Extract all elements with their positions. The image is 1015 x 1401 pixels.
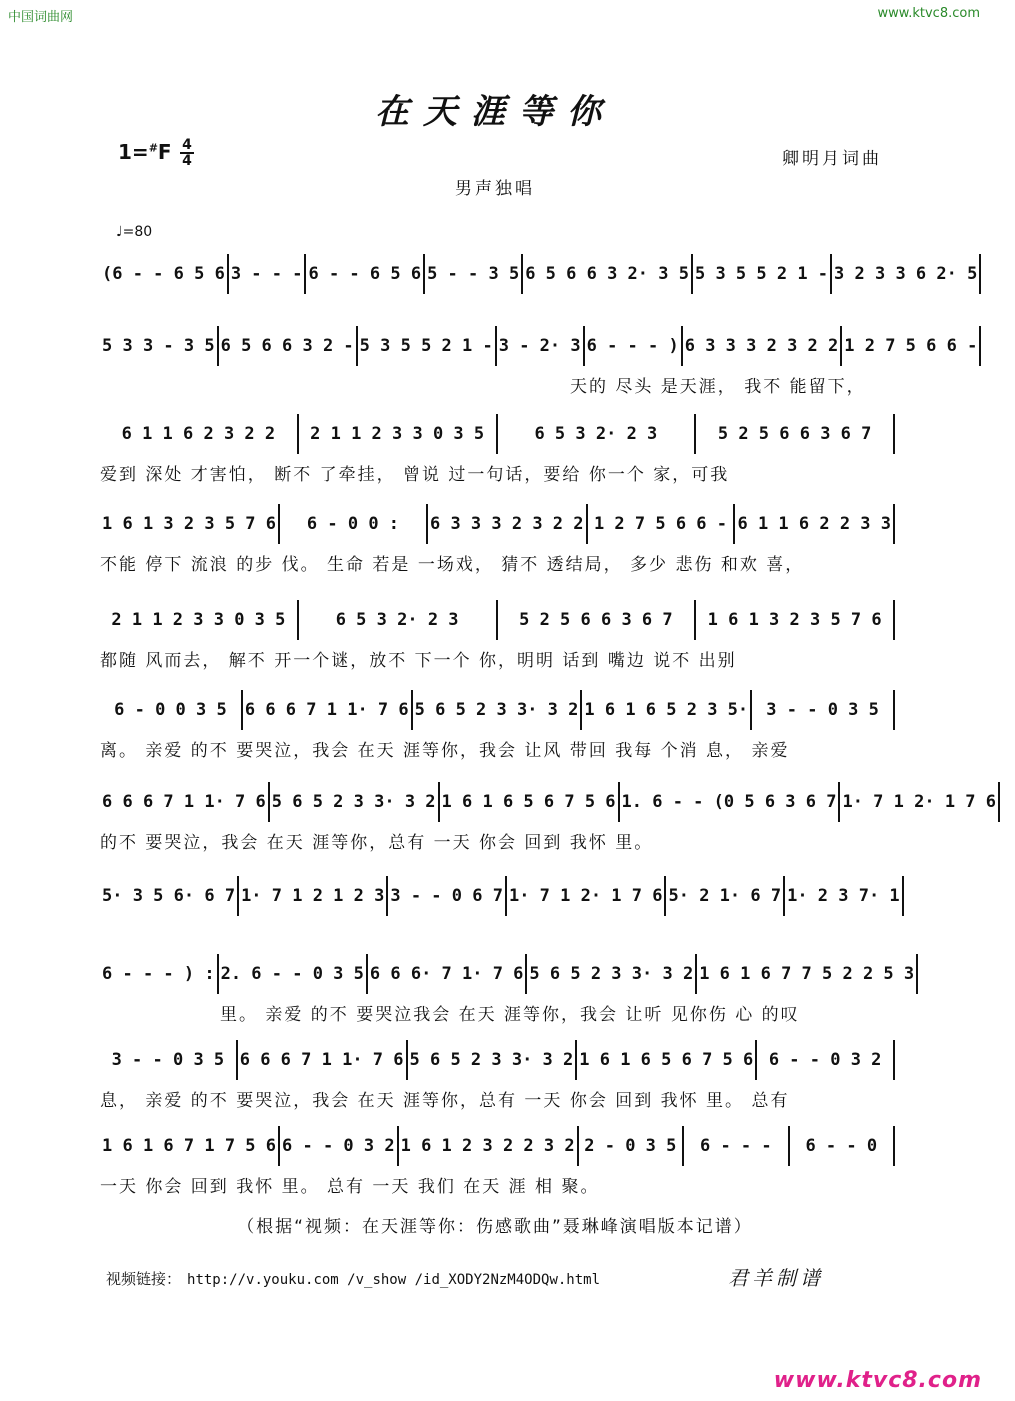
tempo-marking: ♩=80 <box>116 224 153 240</box>
measure: 5 3 5 5 2 1 - <box>358 326 497 366</box>
measure: 5 3 5 5 2 1 - <box>693 254 832 294</box>
notation-line <box>100 254 978 294</box>
measure: 6 - - - ) <box>585 326 683 366</box>
measure: 1· 7 1 2· 1 7 6 <box>840 782 1000 822</box>
time-signature-bottom: 4 <box>182 153 192 169</box>
lyrics-line: 爱到 深处 才害怕， 断不 了牵挂， 曾说 过一句话，要给 你一个 家，可我 <box>100 465 730 485</box>
credits: 卿明月词曲 <box>782 149 882 169</box>
measure: 5 6 5 2 3 3· 3 2 <box>527 954 697 994</box>
measure: 6 - - 0 3 2 <box>280 1126 399 1166</box>
measure: 3 - - 0 3 5 <box>752 690 895 730</box>
measure: 6 6 6· 7 1· 7 6 <box>368 954 528 994</box>
measure: 6 3 3 3 2 3 2 2 <box>428 504 588 544</box>
measure: 1· 7 1 2· 1 7 6 <box>507 876 667 916</box>
lyrics-line: 离。 亲爱 的不 要哭泣，我会 在天 涯等你，我会 让风 带回 我每 个消 息， 亲爱 <box>100 741 790 761</box>
measure: 1 6 1 6 7 1 7 5 6 <box>100 1126 280 1166</box>
measure: 6 5 3 2· 2 3 <box>299 600 498 640</box>
notation-line <box>100 326 978 366</box>
video-link-label: 视频链接： <box>106 1270 182 1288</box>
time-signature-top: 4 <box>180 138 194 154</box>
lyrics-line: 息， 亲爱 的不 要哭泣，我会 在天 涯等你，总有 一天 你会 回到 我怀 里。 总有 <box>100 1091 790 1111</box>
measure: 6 - - - ) : <box>100 954 219 994</box>
measure: 1 2 7 5 6 6 - <box>842 326 981 366</box>
measure: 1· 2 3 7· 1 <box>785 876 904 916</box>
measure: 3 - - - <box>229 254 307 294</box>
measure: 5 6 5 2 3 3· 3 2 <box>413 690 583 730</box>
measure: 5 - - 3 5 <box>425 254 523 294</box>
measure: 1 6 1 3 2 3 5 7 6 <box>100 504 280 544</box>
notation-line <box>100 954 915 994</box>
transcriber-signature: 君羊制谱 <box>728 1266 824 1290</box>
measure: 6 6 6 7 1 1· 7 6 <box>243 690 413 730</box>
video-link <box>106 1268 600 1289</box>
measure: 5 2 5 6 6 3 6 7 <box>696 414 895 454</box>
notation-line <box>100 1040 895 1080</box>
video-link-url[interactable]: http://v.youku.com /v_show /id_XODY2NzM4ODQw.html <box>187 1272 601 1288</box>
measure: 1· 7 1 2 1 2 3 <box>239 876 388 916</box>
measure: 6 - - - <box>684 1126 789 1166</box>
measure: 6 1 1 6 2 3 2 2 <box>100 414 299 454</box>
measure: 5 6 5 2 3 3· 3 2 <box>408 1040 578 1080</box>
measure: 1. 6 - - (0 5 6 3 6 7 <box>620 782 841 822</box>
notation-line <box>100 782 996 822</box>
lyrics-line: 里。 亲爱 的不 要哭泣我会 在天 涯等你，我会 让听 见你伤 心 的叹 <box>220 1005 800 1025</box>
lyrics-line: 天的 尽头 是天涯， 我不 能留下， <box>570 377 866 397</box>
site-logo-left: 中国词曲网 <box>8 10 74 25</box>
measure: 2 1 1 2 3 3 0 3 5 <box>299 414 498 454</box>
notation-line <box>100 504 895 544</box>
time-signature <box>180 138 194 168</box>
lyrics-line: 的不 要哭泣，我会 在天 涯等你，总有 一天 你会 回到 我怀 里。 <box>100 833 654 853</box>
measure: 2 - 0 3 5 <box>579 1126 684 1166</box>
notation-line <box>100 690 895 730</box>
notation-line <box>100 600 895 640</box>
notation-line <box>100 414 895 454</box>
measure: 1 6 1 6 5 2 3 5· <box>582 690 752 730</box>
measure: 6 - - 6 5 6 <box>306 254 425 294</box>
measure: 3 2 3 3 6 2· 5 <box>832 254 981 294</box>
notation-line <box>100 1126 895 1166</box>
source-note: （根据“视频：在天涯等你：伤感歌曲”聂琳峰演唱版本记谱） <box>237 1217 753 1237</box>
lyrics-line: 都随 风而去， 解不 开一个谜，放不 下一个 你，明明 话到 嘴边 说不 出别 <box>100 651 737 671</box>
measure: 6 - 0 0 : <box>280 504 428 544</box>
measure: 1 6 1 3 2 3 5 7 6 <box>696 600 895 640</box>
measure: 5· 2 1· 6 7 <box>666 876 785 916</box>
measure: (6 - - 6 5 6 <box>100 254 229 294</box>
measure: 1 6 1 6 7 7 5 2 2 5 3 <box>697 954 918 994</box>
voice-type: 男声独唱 <box>455 179 535 199</box>
lyrics-line: 一天 你会 回到 我怀 里。 总有 一天 我们 在天 涯 相 聚。 <box>100 1177 600 1197</box>
lyrics-line: 不能 停下 流浪 的步 伐。 生命 若是 一场戏， 猜不 透结局， 多少 悲伤 和欢 喜， <box>100 555 805 575</box>
measure: 2. 6 - - 0 3 5 <box>219 954 368 994</box>
notation-line <box>100 876 900 916</box>
measure: 6 - - 0 <box>790 1126 895 1166</box>
measure: 6 6 6 7 1 1· 7 6 <box>100 782 270 822</box>
measure: 1 6 1 2 3 2 2 3 2 <box>399 1126 579 1166</box>
measure: 6 - 0 0 3 5 <box>100 690 243 730</box>
measure: 6 5 6 6 3 2 - <box>219 326 358 366</box>
measure: 1 6 1 6 5 6 7 5 6 <box>440 782 620 822</box>
measure: 3 - - 0 3 5 <box>100 1040 238 1080</box>
measure: 6 5 6 6 3 2· 3 5 <box>523 254 693 294</box>
measure: 2 1 1 2 3 3 0 3 5 <box>100 600 299 640</box>
measure: 5 3 3 - 3 5 <box>100 326 219 366</box>
measure: 6 1 1 6 2 2 3 3 <box>735 504 895 544</box>
watermark: www.ktvc8.com <box>773 1368 982 1393</box>
measure: 3 - 2· 3 <box>497 326 585 366</box>
measure: 1 2 7 5 6 6 - <box>588 504 736 544</box>
measure: 5 2 5 6 6 3 6 7 <box>498 600 697 640</box>
site-logo-right: www.ktvc8.com <box>877 6 980 21</box>
measure: 5 6 5 2 3 3· 3 2 <box>270 782 440 822</box>
measure: 6 6 6 7 1 1· 7 6 <box>238 1040 408 1080</box>
song-title: 在天涯等你 <box>375 92 615 132</box>
measure: 6 5 3 2· 2 3 <box>498 414 697 454</box>
measure: 5· 3 5 6· 6 7 <box>100 876 239 916</box>
key-signature: 1=#F <box>118 140 172 164</box>
measure: 6 - - 0 3 2 <box>757 1040 895 1080</box>
measure: 6 3 3 3 2 3 2 2 <box>683 326 843 366</box>
measure: 1 6 1 6 5 6 7 5 6 <box>577 1040 757 1080</box>
measure: 3 - - 0 6 7 <box>388 876 507 916</box>
